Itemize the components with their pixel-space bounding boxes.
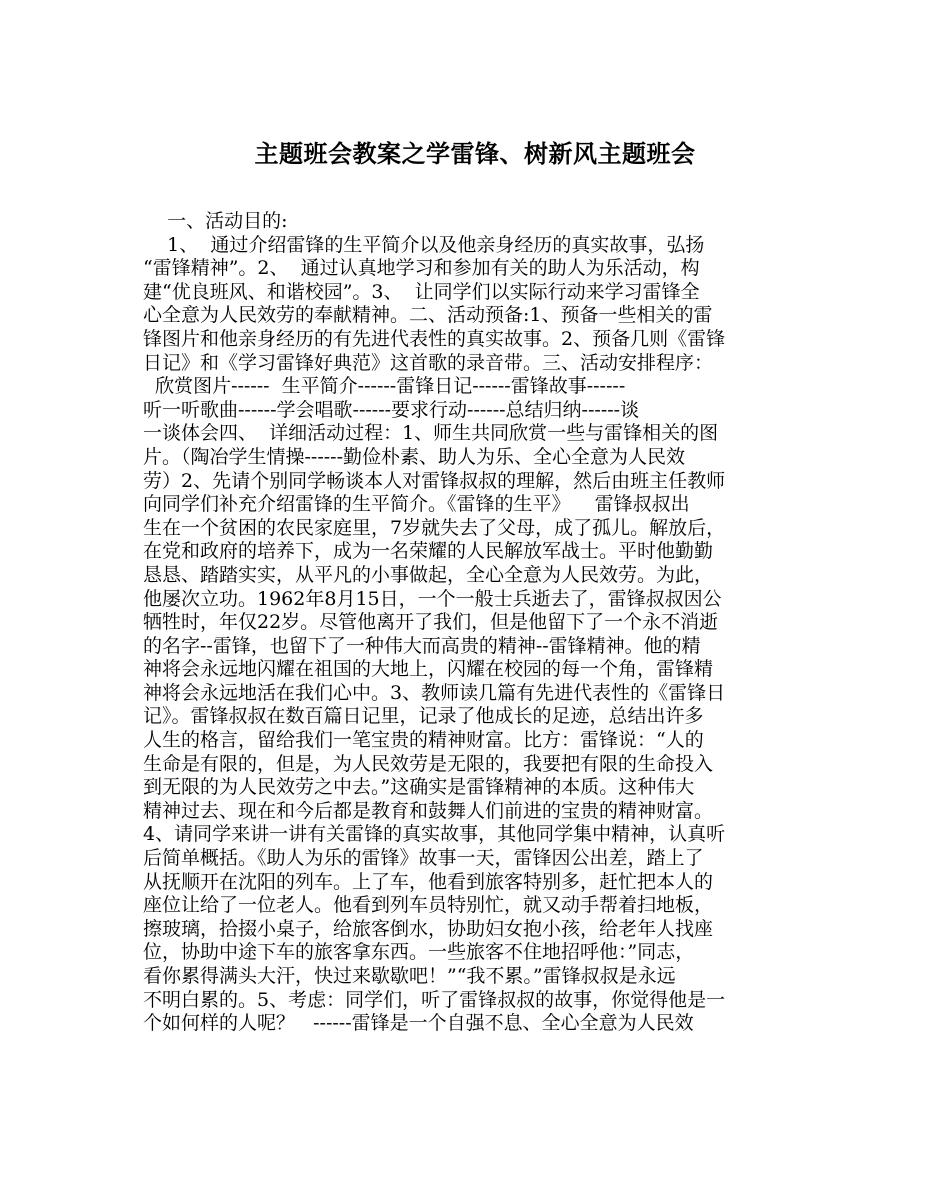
body-line: 生在一个贫困的农民家庭里，7岁就失去了父母，成了孤儿。解放后， (143, 516, 726, 539)
body-line: 建“优良班风、和谐校园”。3、 让同学们以实际行动来学习雷锋全 (143, 280, 700, 303)
body-line: 擦玻璃，拾掇小桌子，给旅客倒水，协助妇女抱小孩，给老年人找座 (143, 917, 714, 940)
body-line: 在党和政府的培养下，成为一名荣耀的人民解放军战士。平时他勤勤 (143, 540, 714, 563)
body-line: 锋图片和他亲身经历的有先进代表性的真实故事。2、预备几则《雷锋 (143, 327, 726, 350)
body-line: 看你累得满头大汗，快过来歇歇吧！”“我不累。”雷锋叔叔是永远 (143, 965, 676, 987)
body-line: 从抚顺开在沈阳的列车。上了车，他看到旅客特别多，赶忙把本人的 (143, 870, 714, 893)
body-line: 神将会永远地活在我们心中。3、教师读几篇有先进代表性的《雷锋日 (143, 681, 726, 704)
body-line: 劳）2、先请个别同学畅谈本人对雷锋叔叔的理解，然后由班主任教师 (143, 469, 726, 492)
body-line: 心全意为人民效劳的奉献精神。二、活动预备:1、预备一些相关的雷 (143, 304, 713, 327)
body-line: 个如何样的人呢？ ------雷锋是一个自强不息、全心全意为人民效 (143, 1012, 694, 1035)
body-line: 座位让给了一位老人。他看到列车员特别忙，就又动手帮着扫地板， (143, 894, 714, 917)
document-title: 主题班会教案之学雷锋、树新风主题班会 (254, 139, 696, 168)
body-line: 后简单概括。《助人为乐的雷锋》故事一天，雷锋因公出差，踏上了 (143, 847, 704, 870)
body-line: 的名字--雷锋，也留下了一种伟大而高贵的精神--雷锋精神。他的精 (143, 634, 701, 657)
body-line: 一、活动目的: (143, 210, 288, 232)
body-line: 欣赏图片------ 生平简介------雷锋日记------雷锋故事------ (143, 375, 626, 398)
body-line: 听一听歌曲------学会唱歌------要求行动------总结归纳------谈 (143, 398, 640, 421)
body-line: 向同学们补充介绍雷锋的生平简介。《雷锋的生平》 雷锋叔叔出 (143, 493, 690, 516)
body-line: 片。（陶冶学生情操------勤俭朴素、助人为乐、全心全意为人民效 (143, 445, 686, 468)
body-line: 4、请同学来讲一讲有关雷锋的真实故事，其他同学集中精神，认真听 (143, 823, 726, 846)
body-line: 他屡次立功。1962年8月15日，一个一般士兵逝去了，雷锋叔叔因公 (143, 587, 722, 610)
body-line: 记》。雷锋叔叔在数百篇日记里，记录了他成长的足迹，总结出许多 (143, 705, 704, 728)
body-line: 精神过去、现在和今后都是教育和鼓舞人们前进的宝贵的精神财富。 (143, 799, 714, 822)
body-line: 人生的格言，留给我们一笔宝贵的精神财富。比方：雷锋说：“人的 (143, 729, 704, 752)
body-line: 不明白累的。5、考虑：同学们，听了雷锋叔叔的故事，你觉得他是一 (143, 988, 726, 1011)
body-line: 神将会永远地闪耀在祖国的大地上，闪耀在校园的每一个角，雷锋精 (143, 658, 714, 681)
body-line: 生命是有限的，但是，为人民效劳是无限的，我要把有限的生命投入 (143, 752, 714, 775)
body-line: 到无限的为人民效劳之中去。”这确实是雷锋精神的本质。这种伟大 (143, 776, 695, 799)
body-line: “雷锋精神”。2、 通过认真地学习和参加有关的助人为乐活动，构 (143, 257, 700, 280)
body-line: 1、 通过介绍雷锋的生平简介以及他亲身经历的真实故事，弘扬 (143, 233, 705, 256)
body-line: 一谈体会四、 详细活动过程：1、师生共同欣赏一些与雷锋相关的图 (143, 422, 719, 445)
body-line: 日记》和《学习雷锋好典范》这首歌的录音带。三、活动安排程序： (143, 351, 714, 374)
body-line: 位，协助中途下车的旅客拿东西。一些旅客不住地招呼他：”同志， (143, 941, 695, 964)
document-body (143, 210, 823, 1036)
body-line: 恳恳、踏踏实实，从平凡的小事做起，全心全意为人民效劳。为此， (143, 563, 714, 586)
body-line: 牺牲时，年仅22岁。尽管他离开了我们，但是他留下了一个永不消逝 (143, 611, 719, 634)
